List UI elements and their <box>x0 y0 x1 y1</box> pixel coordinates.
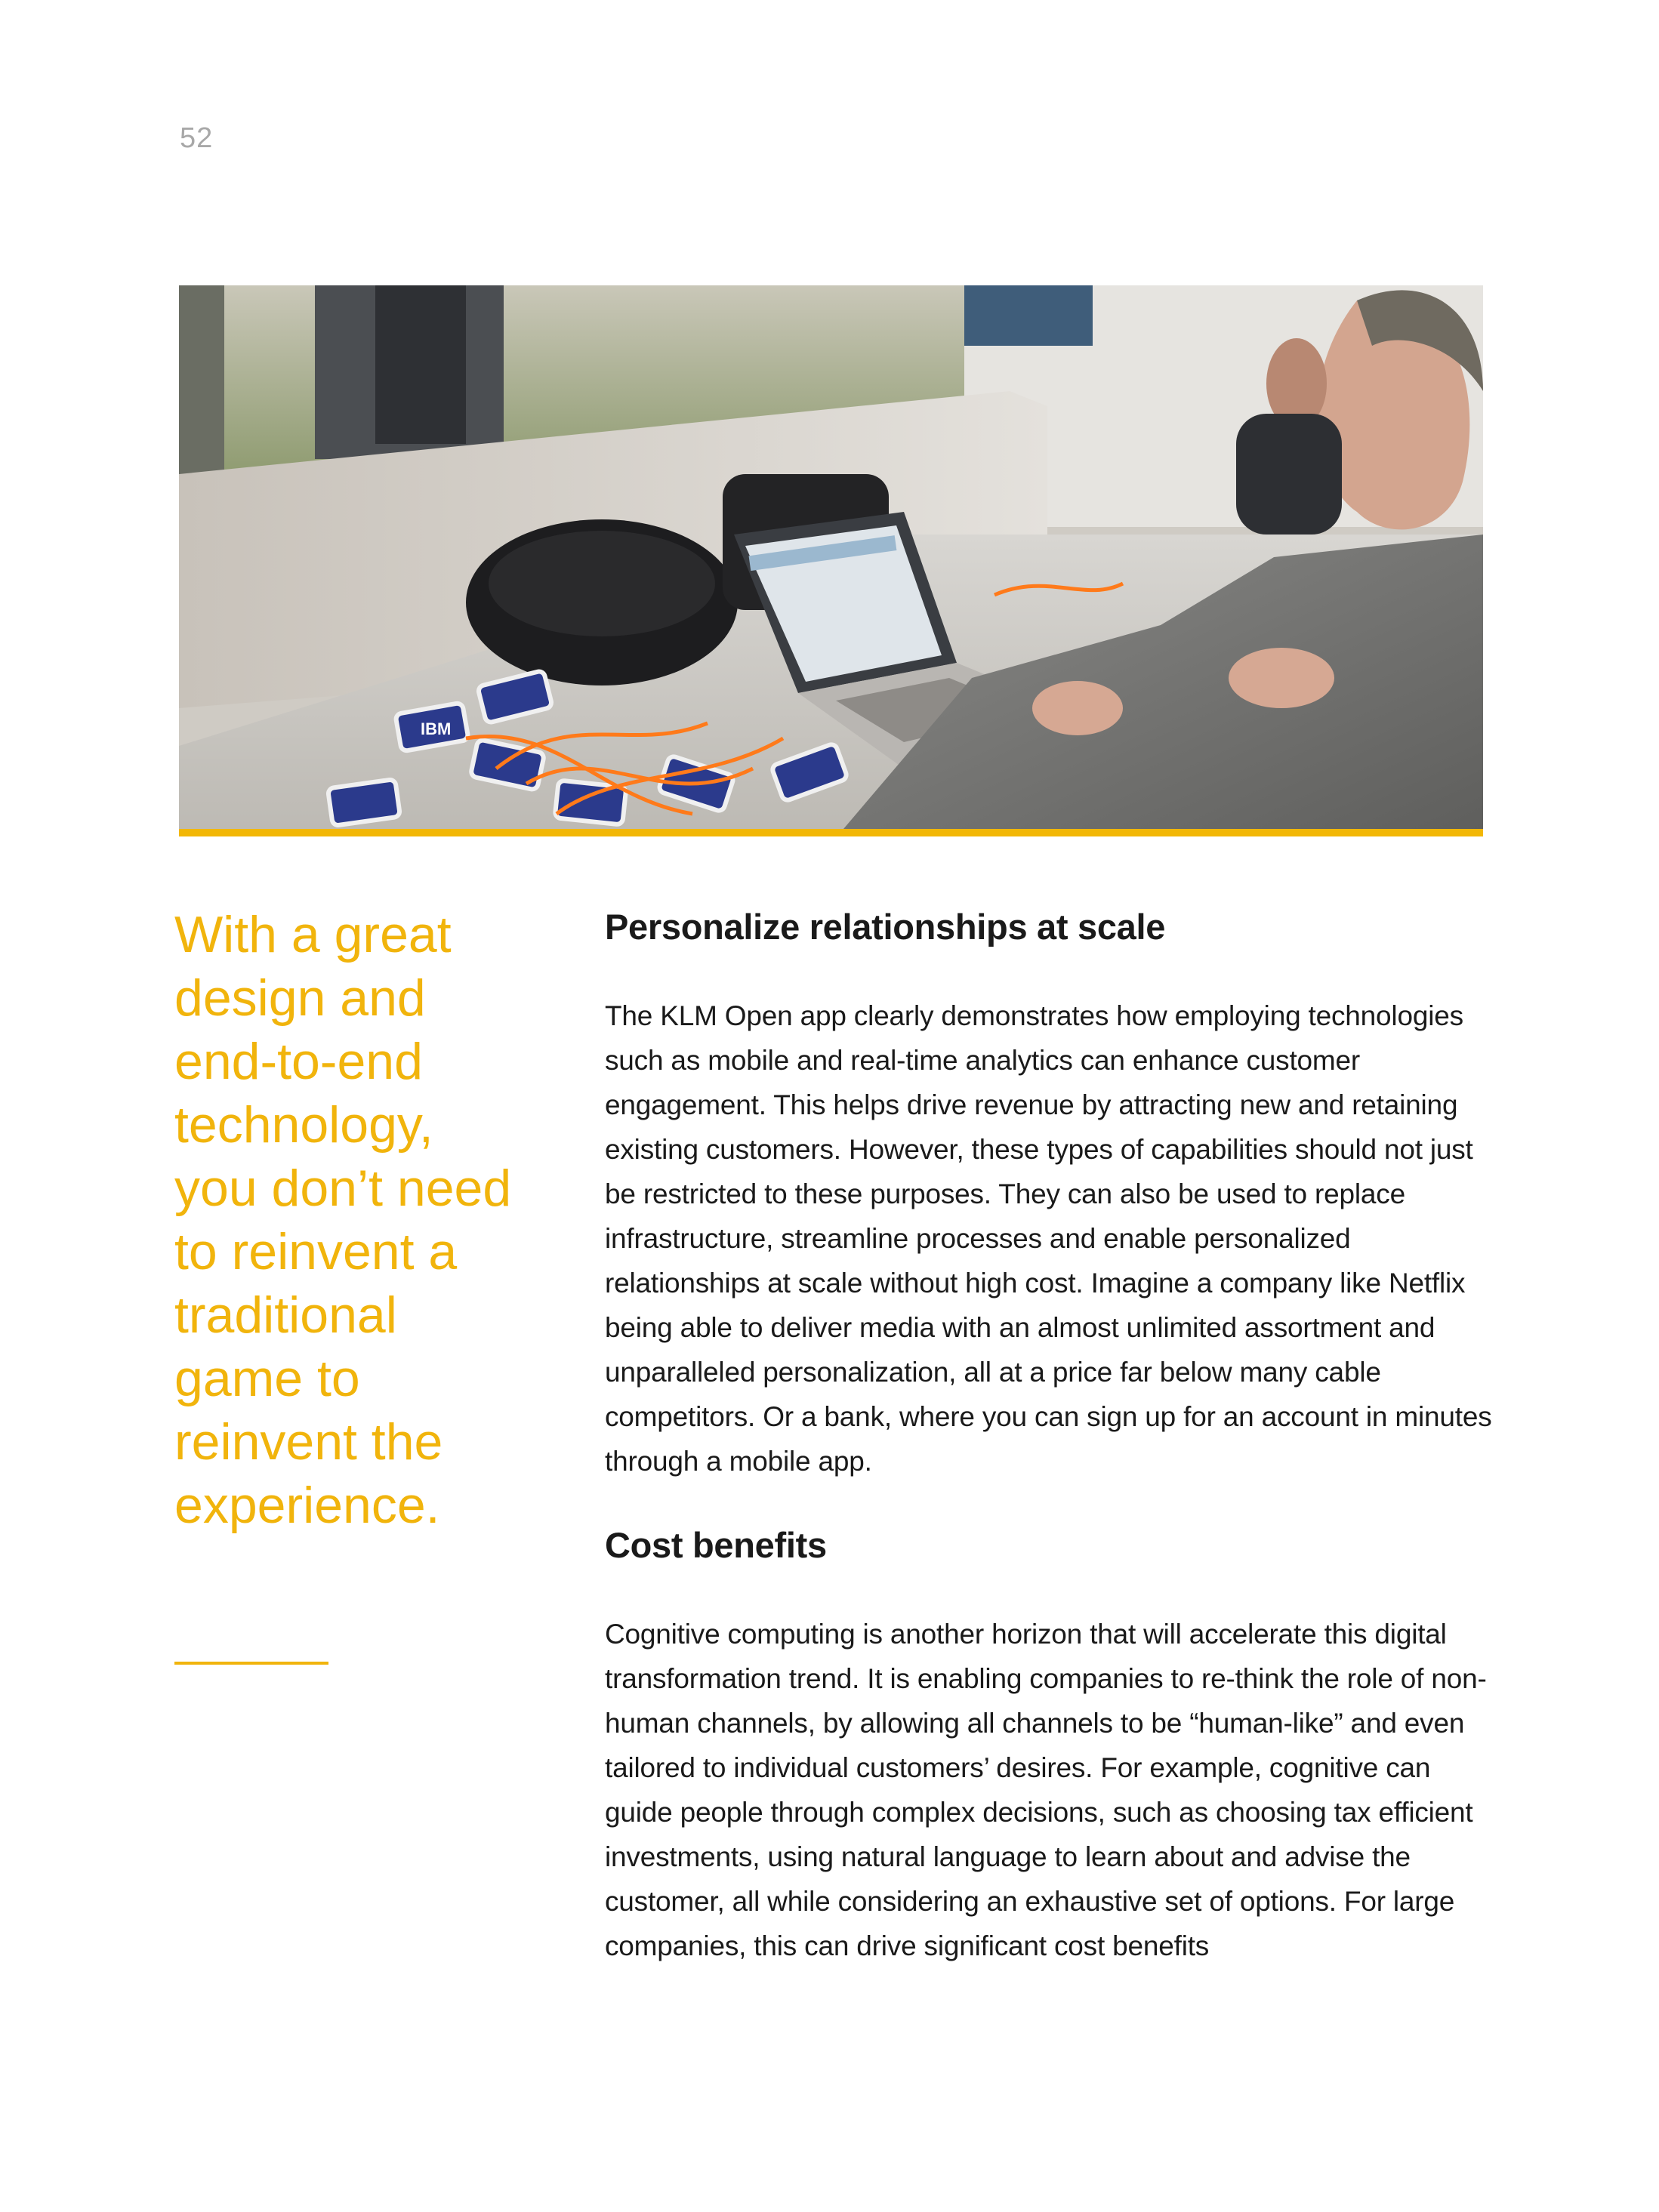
section-body: Cognitive computing is another horizon that will accelerate this digital transformation trend. It is enabling companies to re-think the role of non-human channels, by allowing all channels to be “human-like” and even tailored to individual customers’ desires. For example, cognitive can guide people through complex decisions, such as choosing tax efficient investments, using natural language to learn about and advise the customer, all while considering an exhaustive set of options. For large companies, this can drive significant cost benefits <box>605 1619 1487 1961</box>
page-number: 52 <box>180 122 214 154</box>
section-heading: Cost benefits <box>605 1525 827 1565</box>
pull-quote-rule <box>174 1662 328 1665</box>
section-personalize <box>605 904 1503 1483</box>
hero-photo <box>179 285 1483 829</box>
photo-accent-rule <box>179 829 1483 836</box>
pull-quote: With a great design and end-to-end technology, you don’t need to reinvent a traditional game to reinvent the experience. <box>174 906 512 1534</box>
device-label: IBM <box>421 719 452 738</box>
section-heading: Personalize relationships at scale <box>605 907 1166 947</box>
section-body: The KLM Open app clearly demonstrates how employing technologies such as mobile and real-time analytics can enhance customer engagement. This helps drive revenue by attracting new and retaining existing customers. However, these types of capabilities should not just be restricted to these purposes. They can also be used to replace infrastructure, streamline processes and enable personalized relationships at scale without high cost. Imagine a company like Netflix being able to deliver media with an almost unlimited assortment and unparalleled personalization, all at a price far below many cable competitors. Or a bank, where you can sign up for an account in minutes through a mobile app. <box>605 1000 1492 1477</box>
section-cost-benefits <box>605 1523 1503 1968</box>
photo-illustration <box>179 285 1483 829</box>
